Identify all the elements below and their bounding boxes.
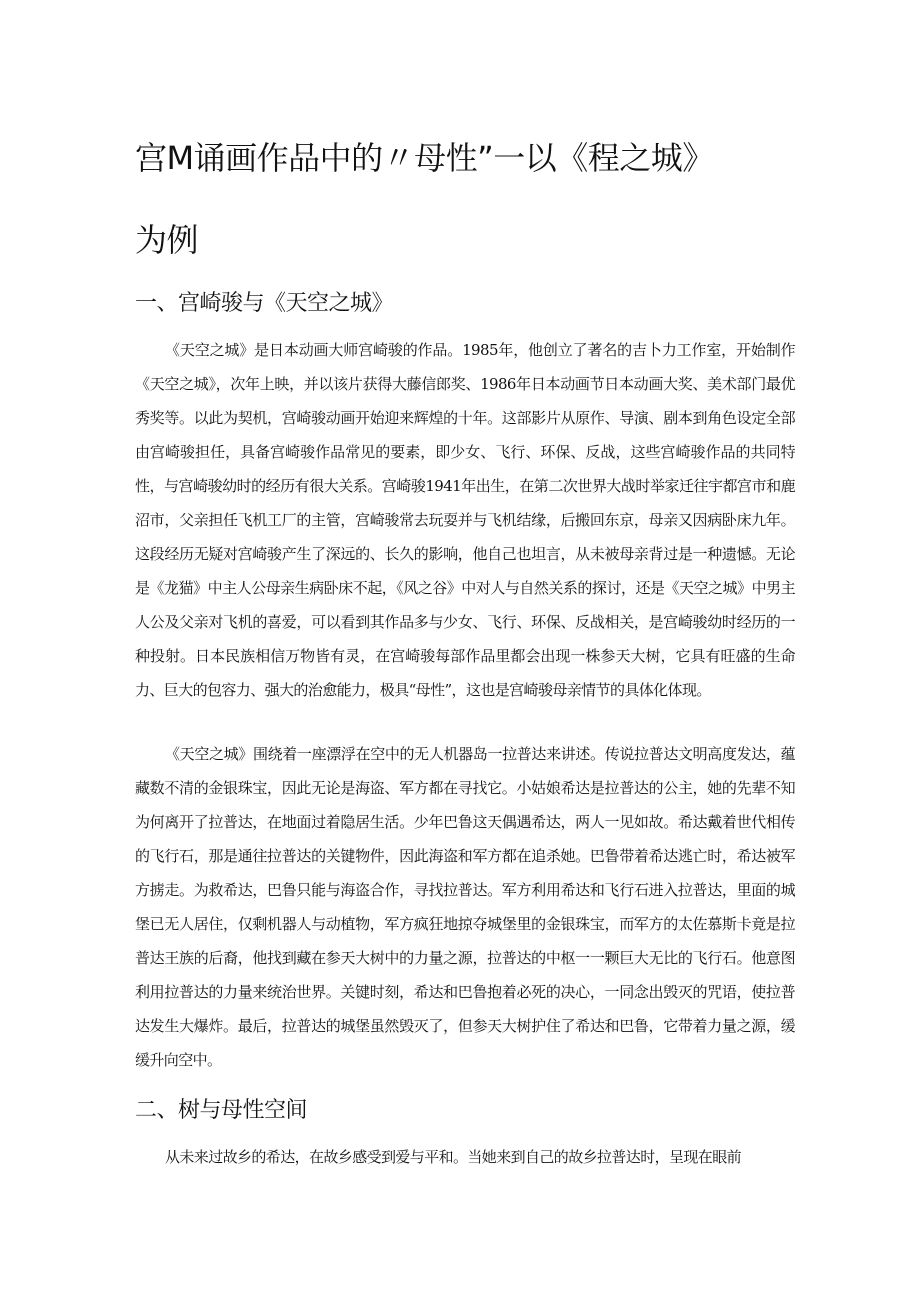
section1-heading: 一、宫崎骏与《天空之城》 — [135, 291, 394, 316]
section2-heading: 二、树与母性空间 — [135, 1098, 308, 1123]
document-title-line2: 为例 — [135, 221, 199, 259]
document-title-line1: 宫M诵画作品中的〃母性”一以《程之城》 — [135, 139, 714, 177]
section1-paragraph-1: 《天空之城》是日本动画大师宫崎骏的作品。1985年，他创立了著名的吉卜力工作室，开始制作《天空之城》，次年上映，并以该片获得大藤信郎奖、1986年日本动画节日本动画大奖、美术部门最优秀奖等。以此为契机，宫崎骏动画开始迎来辉煌的十年。这部影片从原作、导演、剧本到角色设定全部由宫崎骏担任，具备宫崎骏作品常见的要素，即少女、飞行、环保、反战，这些宫崎骏作品的共同特性，与宫崎骏幼时的经历有很大关系。宫崎骏1941年出生，在第二次世界大战时举家迁往宇都宫市和鹿沼市，父亲担任飞机工厂的主管，宫崎骏常去玩耍并与飞机结缘，后搬回东京，母亲又因病卧床九年。这段经历无疑对宫崎骏产生了深远的、长久的影响，他自己也坦言，从未被母亲背过是一种遗憾。无论是《龙猫》中主人公母亲生病卧床不起，《风之谷》中对人与自然关系的探讨，还是《天空之城》中男主人公及父亲对飞机的喜爱，可以看到其作品多与少女、飞行、环保、反战相关，是宫崎骏幼时经历的一种投射。日本民族相信万物皆有灵，在宫崎骏每部作品里都会出现一株参天大树，它具有旺盛的生命力、巨大的包容力、强大的治愈能力，极具“母性”，这也是宫崎骏母亲情节的具体化体现。 — [135, 341, 795, 699]
section2-paragraph-1: 从未来过故乡的希达，在故乡感受到爱与平和。当她来到自己的故乡拉普达时，呈现在眼前 — [165, 1148, 742, 1166]
section1-paragraph-2: 《天空之城》围绕着一座漂浮在空中的无人机器岛一拉普达来讲述。传说拉普达文明高度发达，蕴藏数不清的金银珠宝，因此无论是海盗、军方都在寻找它。小姑娘希达是拉普达的公主，她的先辈不知为何离开了拉普达，在地面过着隐居生活。少年巴鲁这天偶遇希达，两人一见如故。希达戴着世代相传的飞行石，那是通往拉普达的关键物件，因此海盗和军方都在追杀她。巴鲁带着希达逃亡时，希达被军方掳走。为救希达，巴鲁只能与海盗合作，寻找拉普达。军方利用希达和飞行石进入拉普达，里面的城堡已无人居住，仅剩机器人与动植物，军方疯狂地掠夺城堡里的金银珠宝，而军方的太佐慕斯卡竟是拉普达王族的后裔，他找到藏在参天大树中的力量之源，拉普达的中枢一一颗巨大无比的飞行石。他意图利用拉普达的力量来统治世界。关键时刻，希达和巴鲁抱着必死的决心，一同念出毁灭的咒语，使拉普达发生大爆炸。最后，拉普达的城堡虽然毁灭了，但参天大树护住了希达和巴鲁，它带着力量之源，缓缓升向空中。 — [135, 745, 795, 1069]
